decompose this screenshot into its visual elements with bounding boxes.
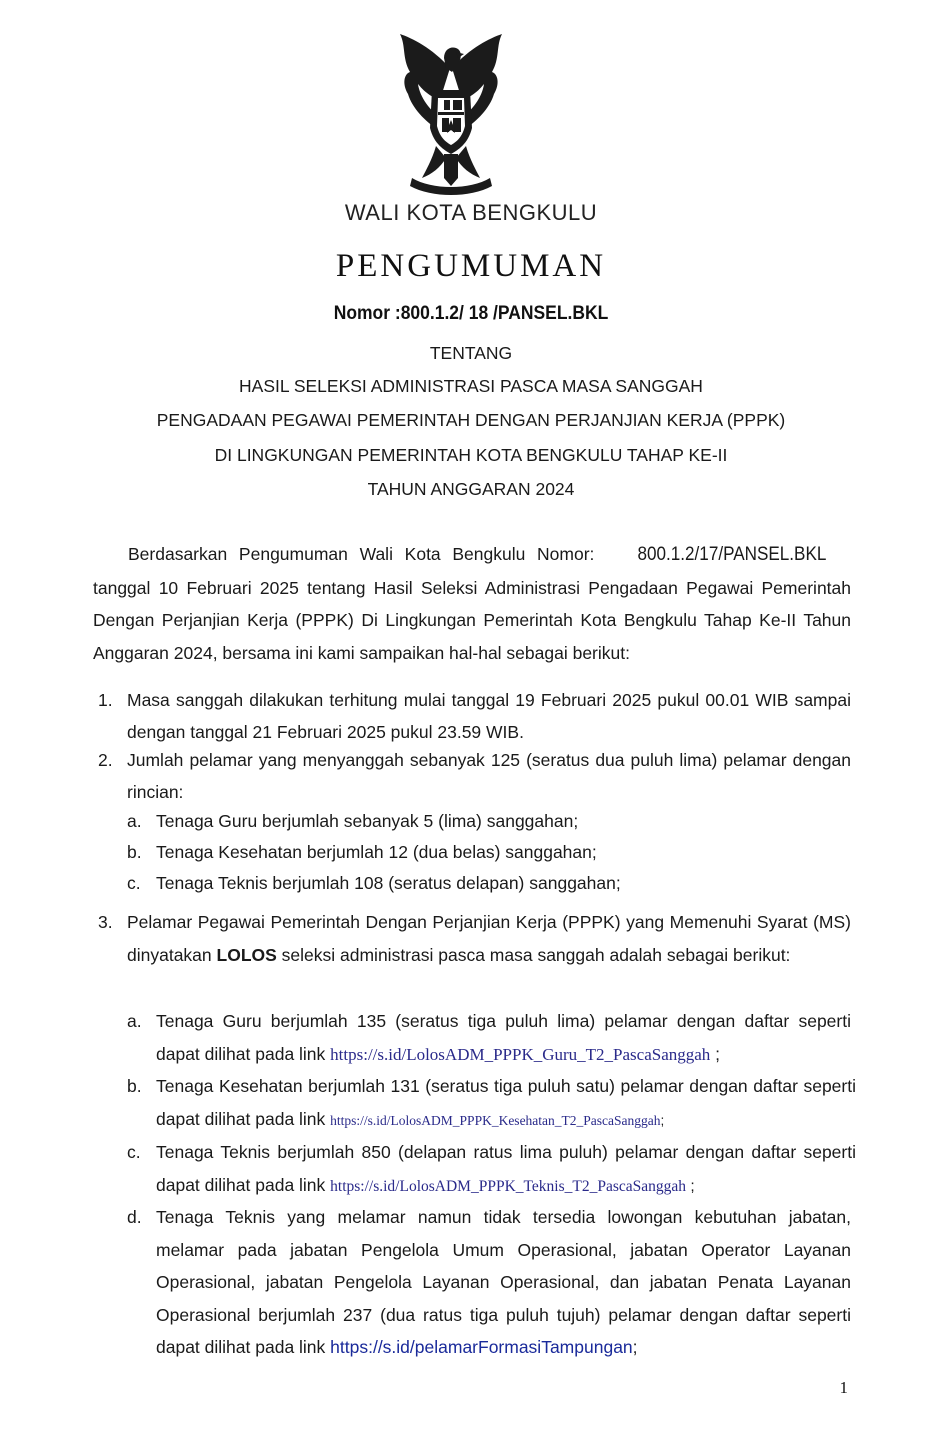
sub-letter: c.	[127, 873, 141, 893]
intro-paragraph	[93, 538, 851, 669]
link-teknis[interactable]: https://s.id/LolosADM_PPPK_Teknis_T2_PascaSanggah	[330, 1178, 687, 1195]
intro-ref-number: 800.1.2/17/PANSEL.BKL	[637, 544, 827, 565]
intro-rest: tanggal 10 Februari 2025 tentang Hasil Seleksi Administrasi Pengadaan Pegawai Pemerintah Dengan Perjanjian Kerja (PPPK) Di Lingkungan Pemerintah Kota Bengkulu Tahap Ke-II Tahun Anggaran 2024, bersama ini kami sampaikan hal-hal sebagai berikut:	[93, 577, 851, 663]
sub-item-tail: ;	[660, 1113, 665, 1128]
sub-item-3b	[156, 1070, 856, 1137]
item-3-text	[127, 906, 851, 972]
sub-letter: a.	[127, 1011, 142, 1031]
sub-item-text: Tenaga Guru berjumlah 135 (seratus tiga puluh lima) pelamar dengan daftar seperti dapat dilihat pada link	[156, 1011, 851, 1064]
sub-item-text: Tenaga Kesehatan berjumlah 12 (dua belas) sanggahan;	[156, 842, 597, 862]
item-2-text: Jumlah pelamar yang menyanggah sebanyak 125 (seratus dua puluh lima) pelamar dengan rincian:	[127, 750, 851, 802]
item-number: 3.	[98, 912, 113, 932]
sub-item-text: Tenaga Kesehatan berjumlah 131 (seratus tiga puluh satu) pelamar dengan daftar seperti dapat dilihat pada link	[156, 1076, 856, 1129]
item-1-text: Masa sanggah dilakukan terhitung mulai tanggal 19 Februari 2025 pukul 00.01 WIB sampai dengan tanggal 21 Februari 2025 pukul 23.59 WIB.	[127, 690, 851, 742]
page-number: 1	[839, 1378, 848, 1397]
intro-lead: Berdasarkan Pengumuman Wali Kota Bengkulu Nomor:	[128, 544, 595, 564]
sub-item-text: Tenaga Teknis berjumlah 108 (seratus delapan) sanggahan;	[156, 873, 621, 893]
lolos-emphasis: LOLOS	[216, 945, 277, 965]
sub-letter: b.	[127, 842, 142, 862]
sub-item-text: Tenaga Teknis berjumlah 850 (delapan ratus lima puluh) pelamar dengan daftar seperti dapat dilihat pada link	[156, 1142, 856, 1195]
sub-item-tail: ;	[686, 1178, 695, 1195]
link-formasi-tampungan[interactable]: https://s.id/pelamarFormasiTampungan	[330, 1337, 633, 1357]
sub-item-3c	[156, 1136, 856, 1203]
item-3-text-after: seleksi administrasi pasca masa sanggah adalah sebagai berikut:	[276, 945, 791, 965]
sub-item-tail: ;	[710, 1044, 721, 1064]
item-number: 1.	[98, 690, 113, 710]
link-guru[interactable]: https://s.id/LolosADM_PPPK_Guru_T2_PascaSanggah	[330, 1045, 711, 1064]
subject-line-2: PENGADAAN PEGAWAI PEMERINTAH DENGAN PERJANJIAN KERJA (PPPK)	[156, 410, 786, 430]
page-title: PENGUMUMAN	[335, 248, 607, 284]
garuda-emblem-icon	[392, 28, 510, 198]
link-kesehatan[interactable]: https://s.id/LolosADM_PPPK_Kesehatan_T2_PascaSanggah	[330, 1113, 661, 1128]
sub-letter: d.	[127, 1207, 142, 1227]
subject-line-1: HASIL SELEKSI ADMINISTRASI PASCA MASA SANGGAH	[239, 376, 703, 396]
sub-item-text: Tenaga Guru berjumlah sebanyak 5 (lima) sanggahan;	[156, 811, 579, 831]
office-name: WALI KOTA BENGKULU	[344, 200, 598, 225]
item-3-text-before: Pelamar Pegawai Pemerintah Dengan Perjanjian Kerja (PPPK) yang Memenuhi Syarat (MS) dinyatakan	[127, 912, 851, 965]
subject-line-3: DI LINGKUNGAN PEMERINTAH KOTA BENGKULU TAHAP KE-II	[214, 445, 728, 465]
document-number: Nomor :800.1.2/ 18 /PANSEL.BKL	[333, 303, 609, 324]
tentang-label: TENTANG	[429, 343, 513, 363]
sub-letter: b.	[127, 1076, 142, 1096]
sub-letter: c.	[127, 1142, 141, 1162]
sub-letter: a.	[127, 811, 142, 831]
sub-item-text: Tenaga Teknis yang melamar namun tidak tersedia lowongan kebutuhan jabatan, melamar pada jabatan Pengelola Umum Operasional, jabatan Operator Layanan Operasional, jabatan Pengelola Layanan Operasional, dan jabatan Penata Layanan Operasional berjumlah 237 (dua ratus tiga puluh tujuh) pelamar dengan daftar seperti dapat dilihat pada link	[156, 1207, 851, 1357]
sub-item-tail: ;	[632, 1337, 638, 1357]
subject-line-4: TAHUN ANGGARAN 2024	[367, 479, 575, 499]
sub-item-3a	[156, 1005, 851, 1071]
item-number: 2.	[98, 750, 113, 770]
sub-item-3d	[156, 1201, 851, 1364]
